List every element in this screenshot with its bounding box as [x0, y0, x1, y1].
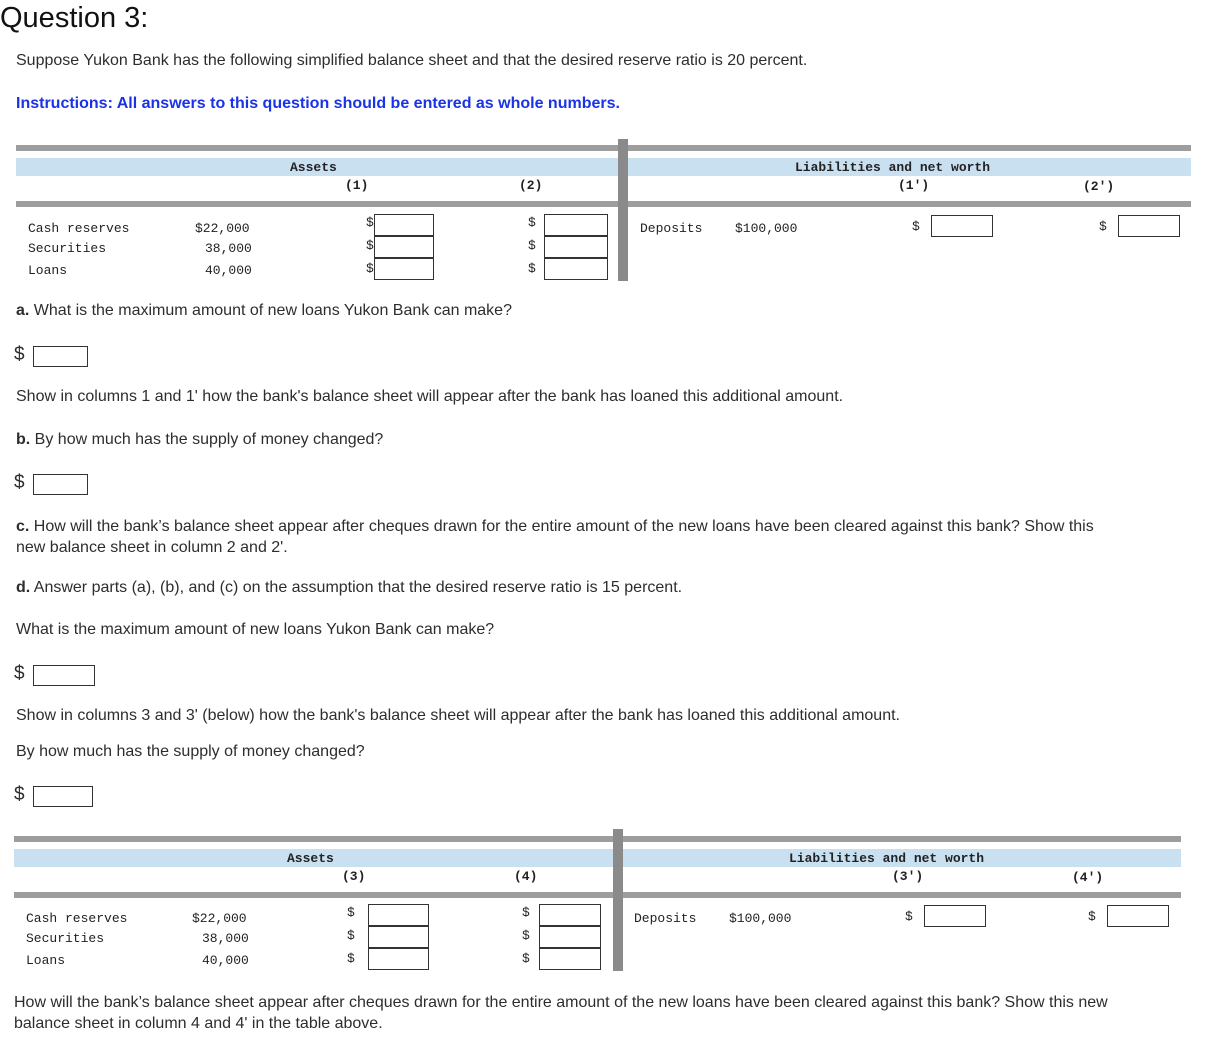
row-value-securities: 38,000	[202, 931, 249, 946]
row-value-cash-reserves: $22,000	[195, 221, 250, 236]
row-value-loans: 40,000	[202, 953, 249, 968]
part-b-text: By how much has the supply of money changed?	[34, 431, 384, 448]
row-label-cash-reserves: Cash reserves	[28, 221, 130, 236]
deposits-value: $100,000	[729, 911, 792, 926]
row-label-loans: Loans	[28, 263, 68, 278]
deposits-value: $100,000	[735, 221, 798, 236]
part-a-text: What is the maximum amount of new loans Yukon Bank can make?	[33, 302, 512, 319]
question-title: Question 3:	[0, 2, 149, 34]
dollar-sign: $	[14, 472, 25, 493]
col2-loans-input[interactable]	[544, 258, 608, 280]
part-c-letter: c.	[16, 518, 30, 535]
dollar-sign: $	[1099, 219, 1107, 234]
col3-prime-deposits-input[interactable]	[924, 905, 986, 927]
column-header-2-prime: (2')	[1083, 179, 1115, 194]
col2-cash-input[interactable]	[544, 214, 608, 236]
part-c-question	[16, 516, 1106, 558]
col1-cash-input[interactable]	[374, 214, 434, 236]
dollar-sign: $	[528, 238, 536, 253]
row-label-cash-reserves: Cash reserves	[26, 911, 128, 926]
part-d-money-supply-answer-input[interactable]	[33, 786, 93, 807]
dollar-sign: $	[522, 905, 530, 920]
column-header-2: (2)	[519, 178, 543, 193]
liabilities-header: Liabilities and net worth	[789, 851, 985, 866]
part-d-question	[16, 579, 682, 597]
column-header-3-prime: (3')	[892, 869, 924, 884]
liabilities-header: Liabilities and net worth	[795, 160, 991, 175]
dollar-sign: $	[1088, 909, 1096, 924]
dollar-sign: $	[14, 344, 25, 365]
part-a-show-instruction: Show in columns 1 and 1' how the bank's balance sheet will appear after the bank has loaned this additional amount.	[16, 388, 844, 405]
instructions-text: Instructions: All answers to this question should be entered as whole numbers.	[16, 95, 620, 112]
part-c-text: How will the bank’s balance sheet appear after cheques drawn for the entire amount of the new loans have been cleared against this bank? Show this new balance sheet in column 2 and 2'.	[16, 518, 1094, 556]
assets-header: Assets	[287, 851, 334, 866]
column-header-1-prime: (1')	[898, 178, 930, 193]
row-label-securities: Securities	[26, 931, 105, 946]
part-b-letter: b.	[16, 431, 31, 448]
final-question: How will the bank’s balance sheet appear after cheques drawn for the entire amount of the new loans have been cleared against this bank? Show this new balance sheet in column 4 and 4' in the table above.	[14, 994, 1108, 1032]
deposits-label: Deposits	[640, 221, 703, 236]
dollar-sign: $	[912, 219, 920, 234]
column-header-1: (1)	[345, 178, 369, 193]
question-intro: Suppose Yukon Bank has the following simplified balance sheet and that the desired reserve ratio is 20 percent.	[16, 52, 808, 69]
dollar-sign: $	[528, 215, 536, 230]
col3-loans-input[interactable]	[368, 948, 429, 970]
part-b-question	[16, 431, 383, 449]
dollar-sign: $	[905, 909, 913, 924]
dollar-sign: $	[366, 261, 374, 276]
part-d-loans-answer-input[interactable]	[33, 665, 95, 686]
part-d-show-instruction: Show in columns 3 and 3' (below) how the bank's balance sheet will appear after the bank has loaned this additional amount.	[16, 707, 900, 724]
column-header-3: (3)	[342, 869, 366, 884]
dollar-sign: $	[347, 951, 355, 966]
part-a-answer-input[interactable]	[33, 346, 88, 367]
part-b-answer-input[interactable]	[33, 474, 88, 495]
col2-securities-input[interactable]	[544, 236, 608, 258]
dollar-sign: $	[522, 928, 530, 943]
row-label-loans: Loans	[26, 953, 66, 968]
col1-prime-deposits-input[interactable]	[931, 215, 993, 237]
col3-cash-input[interactable]	[368, 904, 429, 926]
dollar-sign: $	[366, 215, 374, 230]
dollar-sign: $	[366, 238, 374, 253]
part-d-letter: d.	[16, 579, 31, 596]
deposits-label: Deposits	[634, 911, 697, 926]
part-a-letter: a.	[16, 302, 30, 319]
part-d-question-1: What is the maximum amount of new loans Yukon Bank can make?	[16, 621, 495, 638]
dollar-sign: $	[14, 663, 25, 684]
row-value-loans: 40,000	[205, 263, 252, 278]
col4-prime-deposits-input[interactable]	[1107, 905, 1169, 927]
row-value-securities: 38,000	[205, 241, 252, 256]
dollar-sign: $	[347, 905, 355, 920]
row-label-securities: Securities	[28, 241, 107, 256]
column-header-4: (4)	[514, 869, 538, 884]
col4-loans-input[interactable]	[539, 948, 601, 970]
col1-securities-input[interactable]	[374, 236, 434, 258]
col4-cash-input[interactable]	[539, 904, 601, 926]
part-a-question	[16, 302, 512, 320]
row-value-cash-reserves: $22,000	[192, 911, 247, 926]
col2-prime-deposits-input[interactable]	[1118, 215, 1180, 237]
part-d-question-2: By how much has the supply of money changed?	[16, 743, 365, 760]
part-d-text: Answer parts (a), (b), and (c) on the assumption that the desired reserve ratio is 15 percent.	[33, 579, 683, 596]
assets-header: Assets	[290, 160, 337, 175]
col1-loans-input[interactable]	[374, 258, 434, 280]
dollar-sign: $	[14, 784, 25, 805]
dollar-sign: $	[347, 928, 355, 943]
dollar-sign: $	[522, 951, 530, 966]
col4-securities-input[interactable]	[539, 926, 601, 948]
dollar-sign: $	[528, 261, 536, 276]
col3-securities-input[interactable]	[368, 926, 429, 948]
column-header-4-prime: (4')	[1072, 870, 1104, 885]
